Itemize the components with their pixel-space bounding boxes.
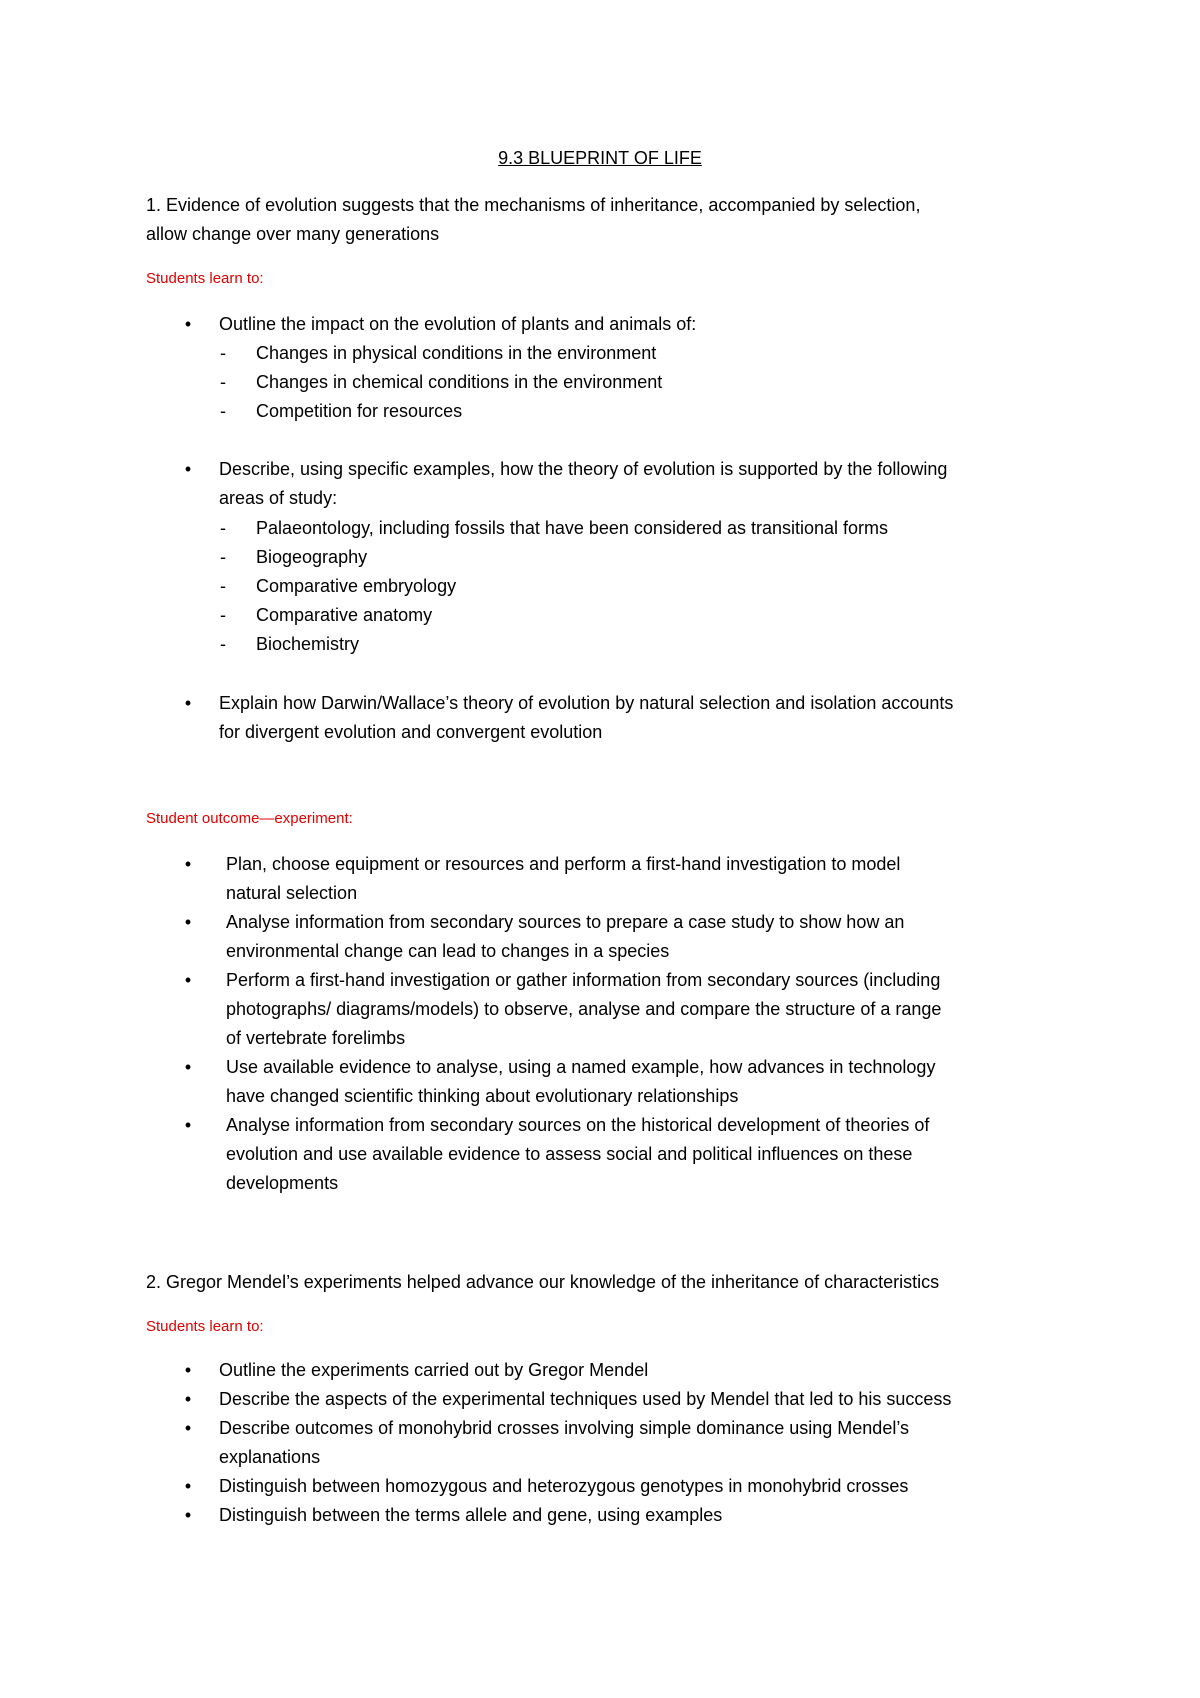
list-item: Outline the experiments carried out by Gregor Mendel [219, 1360, 649, 1380]
bullet-icon: • [184, 1418, 192, 1438]
list-item: Explain how Darwin/Wallace’s theory of evolution by natural selection and isolation accounts [219, 693, 954, 713]
section-2-heading: 2. Gregor Mendel’s experiments helped advance our knowledge of the inheritance of characteristics [146, 1272, 940, 1292]
bullet-icon: • [184, 1057, 192, 1077]
sub-list-item: Biogeography [256, 547, 368, 567]
section-1-heading-cont: allow change over many generations [146, 224, 440, 244]
bullet-icon: • [184, 1476, 192, 1496]
experiment-item-cont: natural selection [226, 883, 358, 903]
list-item: Describe outcomes of monohybrid crosses involving simple dominance using Mendel’s [219, 1418, 910, 1438]
bullet-icon: • [184, 1360, 192, 1380]
experiment-item: Use available evidence to analyse, using a named example, how advances in technology [226, 1057, 936, 1077]
list-item: Distinguish between the terms allele and gene, using examples [219, 1505, 723, 1525]
bullet-icon: • [184, 1115, 192, 1135]
experiment-item-cont: environmental change can lead to changes in a species [226, 941, 670, 961]
experiment-item-cont: have changed scientific thinking about evolutionary relationships [226, 1086, 739, 1106]
list-item-cont: for divergent evolution and convergent evolution [219, 722, 603, 742]
experiment-item: Analyse information from secondary sources on the historical development of theories of [226, 1115, 930, 1135]
list-item-cont: areas of study: [219, 488, 338, 508]
sub-list-item: Palaeontology, including fossils that have been considered as transitional forms [256, 518, 889, 538]
dash-icon: - [220, 605, 226, 625]
experiment-item-cont: of vertebrate forelimbs [226, 1028, 406, 1048]
dash-icon: - [220, 547, 226, 567]
dash-icon: - [220, 576, 226, 596]
list-item: Distinguish between homozygous and heterozygous genotypes in monohybrid crosses [219, 1476, 909, 1496]
list-item-cont: explanations [219, 1447, 321, 1467]
sub-list-item: Competition for resources [256, 401, 463, 421]
experiment-item-cont: evolution and use available evidence to assess social and political influences on these [226, 1144, 913, 1164]
list-item: Describe, using specific examples, how the theory of evolution is supported by the following [219, 459, 948, 479]
dash-icon: - [220, 343, 226, 363]
page-title: 9.3 BLUEPRINT OF LIFE [498, 148, 702, 168]
dash-icon: - [220, 372, 226, 392]
sub-list-item: Changes in physical conditions in the environment [256, 343, 657, 363]
list-item: Describe the aspects of the experimental techniques used by Mendel that led to his success [219, 1389, 952, 1409]
students-learn-label: Students learn to: [146, 270, 264, 287]
student-outcome-label: Student outcome—experiment: [146, 810, 353, 827]
bullet-icon: • [184, 1389, 192, 1409]
experiment-item: Plan, choose equipment or resources and perform a first-hand investigation to model [226, 854, 901, 874]
bullet-icon: • [184, 459, 192, 479]
section-1-heading: 1. Evidence of evolution suggests that the mechanisms of inheritance, accompanied by selection, [146, 195, 921, 215]
sub-list-item: Biochemistry [256, 634, 360, 654]
bullet-icon: • [184, 1505, 192, 1525]
sub-list-item: Comparative anatomy [256, 605, 433, 625]
bullet-icon: • [184, 854, 192, 874]
bullet-icon: • [184, 912, 192, 932]
list-item: Outline the impact on the evolution of plants and animals of: [219, 314, 697, 334]
sub-list-item: Changes in chemical conditions in the environment [256, 372, 663, 392]
dash-icon: - [220, 401, 226, 421]
bullet-icon: • [184, 314, 192, 334]
dash-icon: - [220, 634, 226, 654]
experiment-item: Perform a first-hand investigation or gather information from secondary sources (including [226, 970, 941, 990]
bullet-icon: • [184, 970, 192, 990]
bullet-icon: • [184, 693, 192, 713]
students-learn-label: Students learn to: [146, 1318, 264, 1335]
experiment-item-cont: developments [226, 1173, 339, 1193]
sub-list-item: Comparative embryology [256, 576, 457, 596]
dash-icon: - [220, 518, 226, 538]
experiment-item-cont: photographs/ diagrams/models) to observe, analyse and compare the structure of a range [226, 999, 942, 1019]
experiment-item: Analyse information from secondary sources to prepare a case study to show how an [226, 912, 905, 932]
